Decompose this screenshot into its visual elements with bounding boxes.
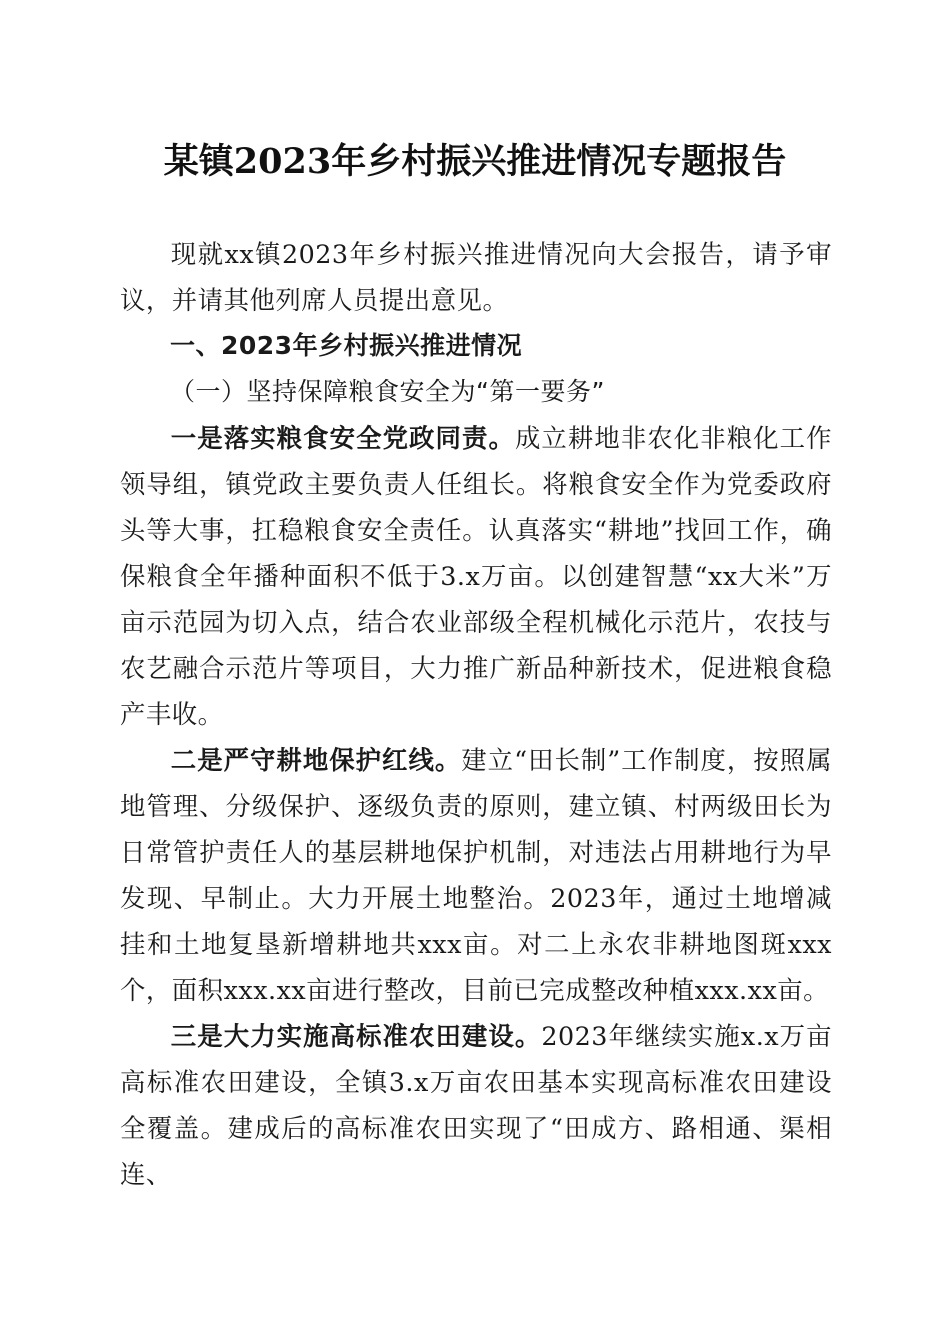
item-paragraph-3	[120, 1013, 832, 1197]
item-text-3: 2023年继续实施x.x万亩高标准农田建设，全镇3.x万亩农田基本实现高标准农田建设全覆盖。建成后的高标准农田实现了“田成方、路相通、渠相连、	[120, 1021, 833, 1189]
item-paragraph-1	[120, 415, 832, 737]
item-text-1: 成立耕地非农化非粮化工作领导组，镇党政主要负责人任组长。将粮食安全作为党委政府头等大事，扛稳粮食安全责任。认真落实“耕地”找回工作，确保粮食全年播种面积不低于3.x万亩。以创建智慧“xx大米”万亩示范园为切入点，结合农业部级全程机械化示范片，农技与农艺融合示范片等项目，大力推广新品种新技术，促进粮食稳产丰收。	[120, 423, 833, 729]
item-paragraph-2	[120, 737, 832, 1013]
item-lead-2: 二是严守耕地保护红线。	[170, 745, 462, 775]
intro-paragraph: 现就xx镇2023年乡村振兴推进情况向大会报告，请予审议，并请其他列席人员提出意见。	[120, 239, 832, 315]
item-text-2: 建立“田长制”工作制度，按照属地管理、分级保护、逐级负责的原则，建立镇、村两级田长为日常管护责任人的基层耕地保护机制，对违法占用耕地行为早发现、早制止。大力开展土地整治。2023年，通过土地增减挂和土地复垦新增耕地共xxx亩。对二上永农非耕地图斑xxx个，面积xxx.xx亩进行整改，目前已完成整改种植xxx.xx亩。	[120, 745, 833, 1005]
item-lead-3: 三是大力实施高标准农田建设。	[170, 1021, 542, 1051]
subsection-heading: （一）坚持保障粮食安全为“第一要务”	[170, 377, 605, 406]
section-heading: 一、2023年乡村振兴推进情况	[170, 331, 523, 360]
document-body	[120, 231, 832, 1197]
item-lead-1: 一是落实粮食安全党政同责。	[170, 423, 515, 453]
document-title: 某镇2023年乡村振兴推进情况专题报告	[163, 141, 787, 182]
